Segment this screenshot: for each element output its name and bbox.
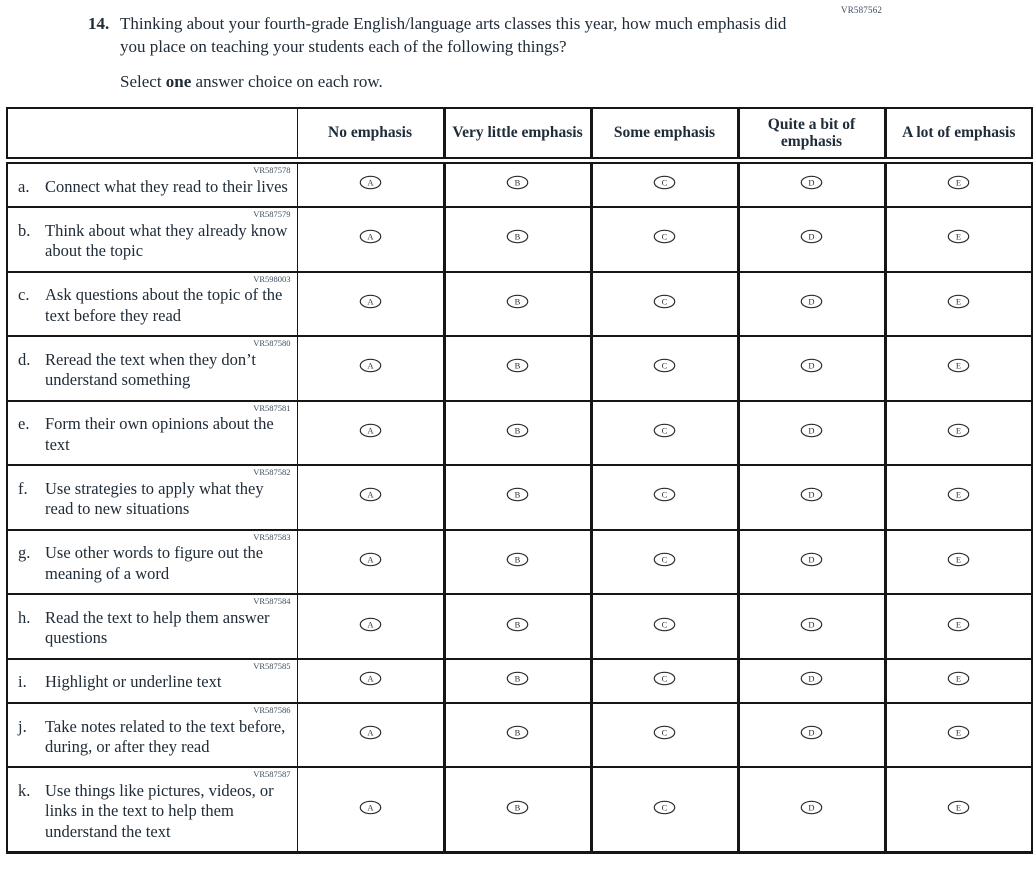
answer-bubble-d[interactable] bbox=[800, 725, 823, 740]
row-text: Connect what they read to their lives bbox=[45, 176, 288, 196]
answer-bubble-e[interactable] bbox=[947, 487, 970, 502]
table-header-row bbox=[7, 108, 1032, 161]
row-stem-cell bbox=[7, 336, 297, 401]
question-block bbox=[88, 13, 848, 92]
answer-bubble-c[interactable] bbox=[653, 175, 676, 190]
row-text: Take notes related to the text before, during, or after they read bbox=[45, 716, 286, 756]
row-label bbox=[14, 717, 292, 758]
svg-text:B: B bbox=[514, 554, 521, 565]
answer-cell bbox=[444, 401, 591, 466]
svg-text:A: A bbox=[366, 489, 374, 500]
row-stem-cell bbox=[7, 272, 297, 337]
answer-bubble-e[interactable] bbox=[947, 671, 970, 686]
answer-bubble-d[interactable] bbox=[800, 175, 823, 190]
row-text: Reread the text when they don’t understand something bbox=[45, 349, 256, 390]
answer-bubble-b[interactable] bbox=[506, 671, 529, 686]
row-stem-cell bbox=[7, 659, 297, 703]
svg-text:E: E bbox=[956, 360, 962, 371]
answer-cell bbox=[297, 465, 444, 530]
answer-cell bbox=[738, 530, 885, 595]
answer-cell bbox=[444, 659, 591, 703]
table-row bbox=[7, 703, 1032, 768]
answer-bubble-a[interactable] bbox=[359, 800, 382, 815]
svg-text:E: E bbox=[956, 489, 962, 500]
row-letter: k. bbox=[18, 781, 31, 801]
svg-text:D: D bbox=[808, 802, 815, 813]
answer-cell bbox=[885, 594, 1032, 659]
table-row bbox=[7, 336, 1032, 401]
answer-cell bbox=[885, 659, 1032, 703]
row-code: VR587579 bbox=[253, 209, 291, 220]
answer-bubble-d[interactable] bbox=[800, 229, 823, 244]
answer-bubble-a[interactable] bbox=[359, 175, 382, 190]
row-code: VR587580 bbox=[253, 338, 291, 349]
answer-bubble-d[interactable] bbox=[800, 423, 823, 438]
row-label bbox=[14, 414, 292, 455]
answer-cell bbox=[591, 161, 738, 208]
table-row bbox=[7, 161, 1032, 208]
row-stem-cell bbox=[7, 161, 297, 208]
answer-cell bbox=[591, 272, 738, 337]
answer-cell bbox=[738, 594, 885, 659]
question-body bbox=[120, 13, 848, 92]
column-header-no-emphasis: No emphasis bbox=[297, 108, 444, 161]
row-text: Think about what they already know about the topic bbox=[45, 220, 288, 261]
svg-text:E: E bbox=[956, 727, 962, 738]
svg-text:C: C bbox=[661, 360, 668, 371]
answer-cell bbox=[738, 272, 885, 337]
svg-text:B: B bbox=[514, 727, 521, 738]
answer-cell bbox=[885, 465, 1032, 530]
svg-text:C: C bbox=[661, 618, 668, 629]
row-label bbox=[14, 479, 292, 520]
svg-text:C: C bbox=[661, 425, 668, 436]
answer-cell bbox=[297, 161, 444, 208]
answer-cell bbox=[444, 594, 591, 659]
answer-cell bbox=[444, 161, 591, 208]
answer-cell bbox=[885, 207, 1032, 272]
answer-bubble-c[interactable] bbox=[653, 725, 676, 740]
row-stem-cell bbox=[7, 401, 297, 466]
answer-cell bbox=[591, 401, 738, 466]
svg-text:A: A bbox=[366, 554, 374, 565]
row-letter: d. bbox=[18, 349, 31, 369]
svg-text:A: A bbox=[366, 802, 374, 813]
row-code: VR587581 bbox=[253, 402, 291, 413]
svg-text:E: E bbox=[956, 618, 962, 629]
answer-bubble-c[interactable] bbox=[653, 552, 676, 567]
svg-text:A: A bbox=[366, 618, 374, 629]
answer-bubble-e[interactable] bbox=[947, 617, 970, 632]
answer-bubble-a[interactable] bbox=[359, 294, 382, 309]
answer-cell bbox=[444, 465, 591, 530]
svg-text:B: B bbox=[514, 618, 521, 629]
answer-cell bbox=[738, 207, 885, 272]
answer-cell bbox=[297, 594, 444, 659]
row-letter: g. bbox=[18, 543, 31, 563]
svg-text:C: C bbox=[661, 673, 668, 684]
row-stem-cell bbox=[7, 465, 297, 530]
answer-bubble-e[interactable] bbox=[947, 725, 970, 740]
answer-bubble-b[interactable] bbox=[506, 800, 529, 815]
emphasis-matrix-table bbox=[6, 107, 1033, 854]
answer-bubble-a[interactable] bbox=[359, 423, 382, 438]
answer-bubble-b[interactable] bbox=[506, 487, 529, 502]
answer-bubble-c[interactable] bbox=[653, 800, 676, 815]
answer-bubble-b[interactable] bbox=[506, 617, 529, 632]
row-letter: e. bbox=[18, 414, 30, 434]
row-stem-cell bbox=[7, 207, 297, 272]
svg-text:D: D bbox=[808, 360, 815, 371]
row-label bbox=[14, 350, 292, 391]
svg-text:D: D bbox=[808, 425, 815, 436]
answer-cell bbox=[885, 767, 1032, 852]
answer-bubble-c[interactable] bbox=[653, 617, 676, 632]
answer-bubble-c[interactable] bbox=[653, 671, 676, 686]
table-row bbox=[7, 530, 1032, 595]
answer-cell bbox=[591, 703, 738, 768]
answer-cell bbox=[738, 336, 885, 401]
svg-text:B: B bbox=[514, 489, 521, 500]
row-letter: c. bbox=[18, 285, 30, 305]
answer-cell bbox=[885, 703, 1032, 768]
svg-text:D: D bbox=[808, 618, 815, 629]
answer-cell bbox=[738, 659, 885, 703]
row-stem-cell bbox=[7, 767, 297, 852]
svg-text:D: D bbox=[808, 727, 815, 738]
row-label bbox=[14, 177, 292, 197]
answer-cell bbox=[297, 401, 444, 466]
row-label bbox=[14, 672, 292, 692]
row-stem-cell bbox=[7, 703, 297, 768]
table-row bbox=[7, 767, 1032, 852]
answer-bubble-c[interactable] bbox=[653, 358, 676, 373]
answer-cell bbox=[591, 594, 738, 659]
answer-bubble-d[interactable] bbox=[800, 552, 823, 567]
answer-cell bbox=[591, 659, 738, 703]
form-code: VR587562 bbox=[841, 5, 883, 15]
answer-bubble-d[interactable] bbox=[800, 800, 823, 815]
instruction-suffix: answer choice on each row. bbox=[195, 71, 383, 91]
answer-cell bbox=[885, 336, 1032, 401]
row-code: VR587586 bbox=[253, 704, 291, 715]
svg-text:A: A bbox=[366, 231, 374, 242]
svg-text:C: C bbox=[661, 177, 668, 188]
svg-text:A: A bbox=[366, 673, 374, 684]
answer-cell bbox=[297, 703, 444, 768]
svg-text:B: B bbox=[514, 802, 521, 813]
answer-cell bbox=[885, 161, 1032, 208]
question-text: Thinking about your fourth-grade English/language arts classes this year, how much emphasis did you place on teaching your students each of the following things? bbox=[120, 14, 787, 56]
row-code: VR587587 bbox=[253, 769, 291, 780]
answer-bubble-b[interactable] bbox=[506, 423, 529, 438]
row-code: VR598003 bbox=[253, 273, 291, 284]
svg-text:D: D bbox=[808, 231, 815, 242]
answer-cell bbox=[444, 207, 591, 272]
answer-cell bbox=[297, 530, 444, 595]
instruction-prefix: Select bbox=[120, 71, 162, 91]
row-stem-cell bbox=[7, 594, 297, 659]
svg-text:D: D bbox=[808, 554, 815, 565]
column-header-a-lot-of-emphasis: A lot of emphasis bbox=[885, 108, 1032, 161]
answer-bubble-a[interactable] bbox=[359, 552, 382, 567]
column-header-some-emphasis: Some emphasis bbox=[591, 108, 738, 161]
answer-cell bbox=[738, 767, 885, 852]
answer-bubble-b[interactable] bbox=[506, 358, 529, 373]
row-text: Use strategies to apply what they read to new situations bbox=[45, 478, 264, 519]
table-row bbox=[7, 401, 1032, 466]
table-row bbox=[7, 465, 1032, 530]
answer-bubble-a[interactable] bbox=[359, 229, 382, 244]
answer-bubble-d[interactable] bbox=[800, 671, 823, 686]
column-header-very-little-emphasis: Very little emphasis bbox=[444, 108, 591, 161]
row-letter: j. bbox=[18, 716, 27, 736]
answer-cell bbox=[738, 161, 885, 208]
row-label bbox=[14, 543, 292, 584]
answer-cell bbox=[591, 530, 738, 595]
row-label bbox=[14, 781, 292, 842]
svg-text:B: B bbox=[514, 360, 521, 371]
answer-cell bbox=[297, 659, 444, 703]
answer-bubble-a[interactable] bbox=[359, 358, 382, 373]
question-number: 14. bbox=[88, 14, 110, 33]
answer-bubble-c[interactable] bbox=[653, 294, 676, 309]
answer-bubble-d[interactable] bbox=[800, 487, 823, 502]
row-text: Highlight or underline text bbox=[45, 672, 222, 692]
table-row bbox=[7, 207, 1032, 272]
answer-cell bbox=[591, 465, 738, 530]
svg-text:B: B bbox=[514, 177, 521, 188]
svg-text:B: B bbox=[514, 425, 521, 436]
svg-text:D: D bbox=[808, 177, 815, 188]
answer-bubble-e[interactable] bbox=[947, 358, 970, 373]
answer-bubble-e[interactable] bbox=[947, 175, 970, 190]
row-label bbox=[14, 285, 292, 326]
row-text: Read the text to help them answer questions bbox=[45, 607, 270, 648]
row-label bbox=[14, 221, 292, 262]
row-letter: b. bbox=[18, 220, 31, 240]
table-row bbox=[7, 272, 1032, 337]
svg-text:A: A bbox=[366, 296, 374, 307]
table-row bbox=[7, 659, 1032, 703]
row-letter: f. bbox=[18, 478, 28, 498]
question-instruction bbox=[120, 72, 848, 92]
answer-cell bbox=[444, 767, 591, 852]
answer-bubble-a[interactable] bbox=[359, 617, 382, 632]
svg-text:E: E bbox=[956, 296, 962, 307]
answer-cell bbox=[444, 703, 591, 768]
svg-text:A: A bbox=[366, 360, 374, 371]
svg-text:E: E bbox=[956, 554, 962, 565]
answer-bubble-e[interactable] bbox=[947, 800, 970, 815]
stem-header-cell bbox=[7, 108, 297, 161]
answer-bubble-d[interactable] bbox=[800, 294, 823, 309]
answer-bubble-c[interactable] bbox=[653, 487, 676, 502]
row-text: Use things like pictures, videos, or links in the text to help them understand the text bbox=[45, 781, 274, 841]
answer-bubble-b[interactable] bbox=[506, 725, 529, 740]
answer-cell bbox=[738, 465, 885, 530]
answer-cell bbox=[591, 207, 738, 272]
answer-cell bbox=[885, 401, 1032, 466]
row-code: VR587582 bbox=[253, 467, 291, 478]
svg-text:E: E bbox=[956, 802, 962, 813]
answer-bubble-b[interactable] bbox=[506, 552, 529, 567]
svg-text:A: A bbox=[366, 425, 374, 436]
svg-text:C: C bbox=[661, 802, 668, 813]
answer-bubble-a[interactable] bbox=[359, 671, 382, 686]
row-text: Ask questions about the topic of the text before they read bbox=[45, 285, 283, 325]
svg-text:B: B bbox=[514, 296, 521, 307]
answer-cell bbox=[297, 272, 444, 337]
row-label bbox=[14, 608, 292, 649]
svg-text:E: E bbox=[956, 177, 962, 188]
answer-cell bbox=[297, 207, 444, 272]
row-letter: a. bbox=[18, 176, 30, 196]
svg-text:C: C bbox=[661, 489, 668, 500]
instruction-bold-word: one bbox=[165, 71, 192, 91]
answer-cell bbox=[444, 336, 591, 401]
svg-text:D: D bbox=[808, 296, 815, 307]
row-stem-cell bbox=[7, 530, 297, 595]
answer-bubble-e[interactable] bbox=[947, 294, 970, 309]
answer-cell bbox=[885, 272, 1032, 337]
svg-text:E: E bbox=[956, 425, 962, 436]
row-code: VR587578 bbox=[253, 165, 291, 175]
answer-cell bbox=[444, 530, 591, 595]
answer-cell bbox=[885, 530, 1032, 595]
row-text: Form their own opinions about the text bbox=[45, 414, 274, 454]
svg-text:A: A bbox=[366, 727, 374, 738]
svg-text:C: C bbox=[661, 554, 668, 565]
answer-bubble-c[interactable] bbox=[653, 423, 676, 438]
row-code: VR587585 bbox=[253, 660, 291, 671]
row-text: Use other words to figure out the meaning of a word bbox=[45, 543, 264, 583]
row-code: VR587583 bbox=[253, 531, 291, 542]
svg-text:C: C bbox=[661, 231, 668, 242]
answer-bubble-c[interactable] bbox=[653, 229, 676, 244]
svg-text:B: B bbox=[514, 231, 521, 242]
table-row bbox=[7, 594, 1032, 659]
answer-cell bbox=[738, 703, 885, 768]
svg-text:E: E bbox=[956, 231, 962, 242]
svg-text:A: A bbox=[366, 177, 374, 188]
svg-text:B: B bbox=[514, 673, 521, 684]
answer-bubble-e[interactable] bbox=[947, 552, 970, 567]
column-header-quite-a-bit-of-emphasis: Quite a bit of emphasis bbox=[738, 108, 885, 161]
svg-text:C: C bbox=[661, 296, 668, 307]
answer-cell bbox=[444, 272, 591, 337]
svg-text:C: C bbox=[661, 727, 668, 738]
answer-bubble-e[interactable] bbox=[947, 229, 970, 244]
answer-cell bbox=[591, 336, 738, 401]
answer-bubble-b[interactable] bbox=[506, 294, 529, 309]
answer-bubble-d[interactable] bbox=[800, 617, 823, 632]
row-letter: i. bbox=[18, 672, 27, 692]
answer-bubble-d[interactable] bbox=[800, 358, 823, 373]
answer-bubble-b[interactable] bbox=[506, 175, 529, 190]
answer-cell bbox=[738, 401, 885, 466]
row-code: VR587584 bbox=[253, 596, 291, 607]
answer-cell bbox=[297, 336, 444, 401]
answer-cell bbox=[591, 767, 738, 852]
answer-bubble-a[interactable] bbox=[359, 725, 382, 740]
answer-bubble-b[interactable] bbox=[506, 229, 529, 244]
row-letter: h. bbox=[18, 607, 31, 627]
svg-text:E: E bbox=[956, 673, 962, 684]
answer-cell bbox=[297, 767, 444, 852]
svg-text:D: D bbox=[808, 673, 815, 684]
svg-text:D: D bbox=[808, 489, 815, 500]
answer-bubble-a[interactable] bbox=[359, 487, 382, 502]
answer-bubble-e[interactable] bbox=[947, 423, 970, 438]
